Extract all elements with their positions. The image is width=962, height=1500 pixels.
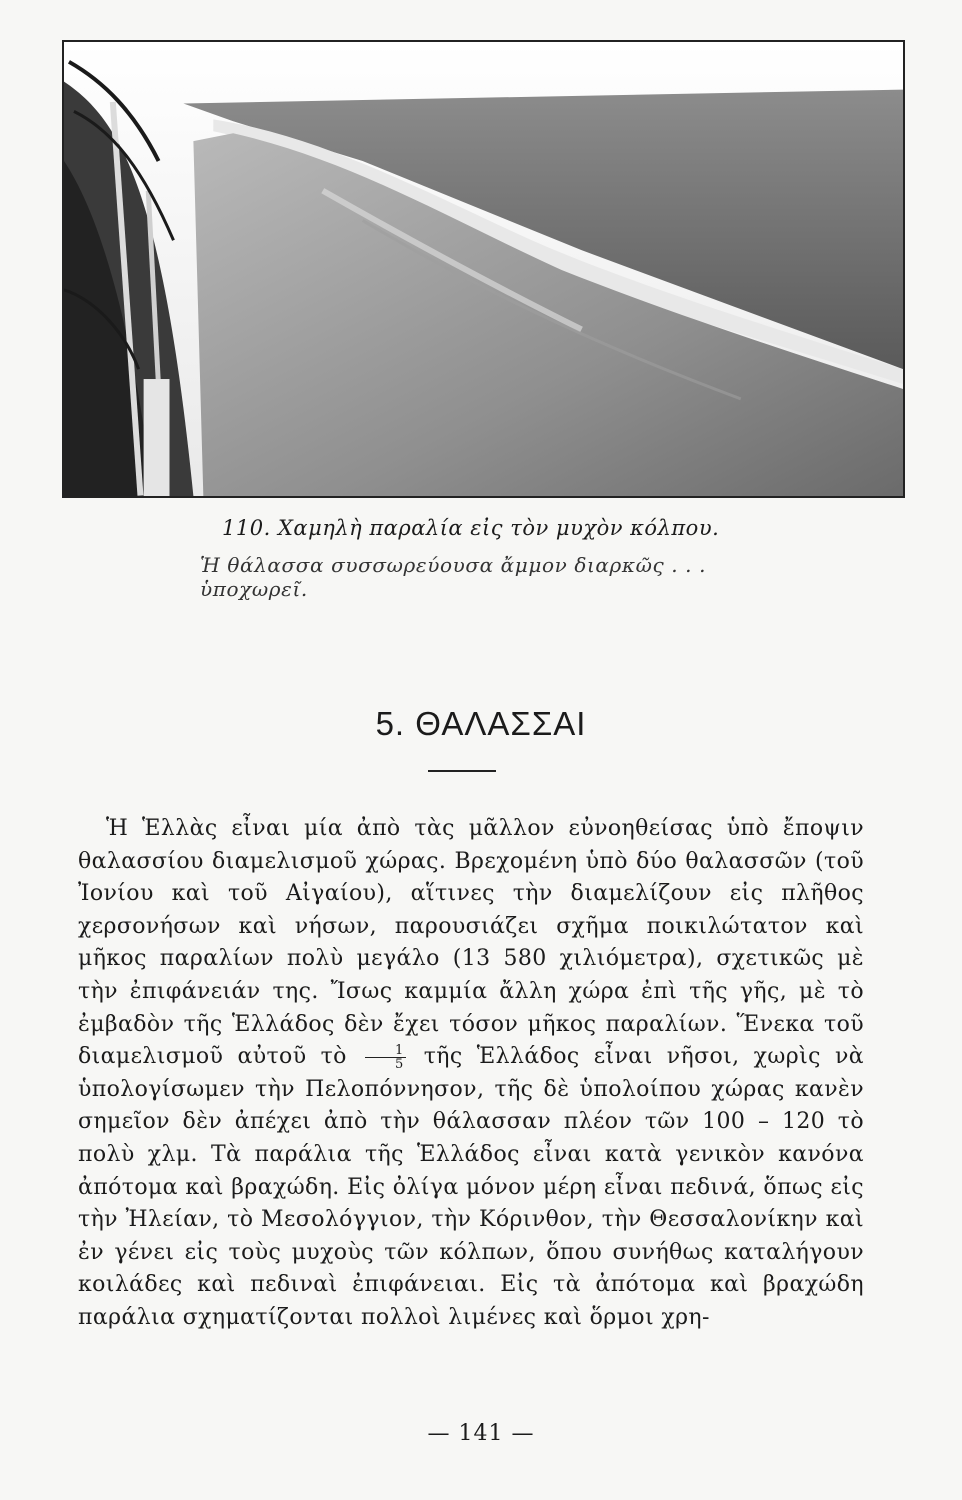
beach-photo-image <box>64 42 903 496</box>
figure-caption-title <box>222 516 782 540</box>
section-title: ΘΑΛΑΣΣΑΙ <box>415 705 587 742</box>
body-paragraph <box>78 813 864 1335</box>
fraction-one-fifth <box>365 1044 406 1071</box>
body-part-1: Ἡ Ἑλλὰς εἶναι μία ἀπὸ τὰς μᾶλλον εὐνοηθείσας ὑπὸ ἔποψιν θαλασσίου διαμελισμοῦ χώρας. Βρεχομένη ὑπὸ δύο θαλασσῶν (τοῦ Ἰονίου καὶ τοῦ Αἰγαίου), αἵτινες τὴν διαμελίζουν εἰς πλῆθος χερσονήσων καὶ νήσων, παρουσιάζει σχῆμα ποικιλώτατον καὶ μῆκος παραλίων πολὺ μεγάλο (13 580 χιλιόμετρα), σχετικῶς μὲ τὴν ἐπιφάνειάν της. Ἴσως καμμία ἄλλη χώρα ἐπὶ τῆς γῆς, μὲ τὸ ἐμβαδὸν τῆς Ἑλλάδος δὲν ἔχει τόσον μῆκος παραλίων. Ἕνεκα τοῦ διαμελισμοῦ αὐτοῦ τὸ <box>78 816 864 1070</box>
figure-title: Χαμηλὴ παραλία εἰς τὸν μυχὸν κόλπου. <box>277 516 720 540</box>
body-text <box>78 813 864 1335</box>
fraction-denominator: 5 <box>394 1056 404 1072</box>
body-part-2: τῆς Ἑλλάδος εἶναι νῆσοι, χωρὶς νὰ ὑπολογίσωμεν τὴν Πελοπόννησον, τῆς δὲ ὑπολοίπου χώρας κανὲν σημεῖον δὲν ἀπέχει ἀπὸ τὴν θάλασσαν πλέον τῶν 100 – 120 τὸ πολὺ χλμ. Τὰ παράλια τῆς Ἑλλάδος εἶναι κατὰ γενικὸν κανόνα ἀπότομα καὶ βραχώδη. Εἰς ὀλίγα μόνον μέρη εἶναι πεδινά, ὅπως εἰς τὴν Ἠλείαν, τὸ Μεσολόγγιον, τὴν Κόρινθον, τὴν Θεσσαλονίκην καὶ ἐν γένει εἰς τοὺς μυχοὺς τῶν κόλπων, ὅπου συνήθως καταλήγουν κοιλάδες καὶ πεδιναὶ ἐπιφάνειαι. Εἰς τὰ ἀπότομα καὶ βραχώδη παράλια σχηματίζονται πολλοὶ λιμένες καὶ ὅρμοι χρη- <box>78 1044 864 1330</box>
section-number: 5. <box>375 705 406 742</box>
section-heading <box>0 705 962 743</box>
figure-caption-subtitle: Ἡ θάλασσα συσσωρεύουσα ἄμμον διαρκῶς . . . ὑποχωρεῖ. <box>200 553 707 601</box>
page-number: — 141 — <box>427 1421 535 1446</box>
beach-photo <box>62 40 905 498</box>
fraction-numerator: 1 <box>365 1044 406 1058</box>
heading-divider <box>428 770 496 772</box>
figure-number: 110. <box>222 516 271 540</box>
